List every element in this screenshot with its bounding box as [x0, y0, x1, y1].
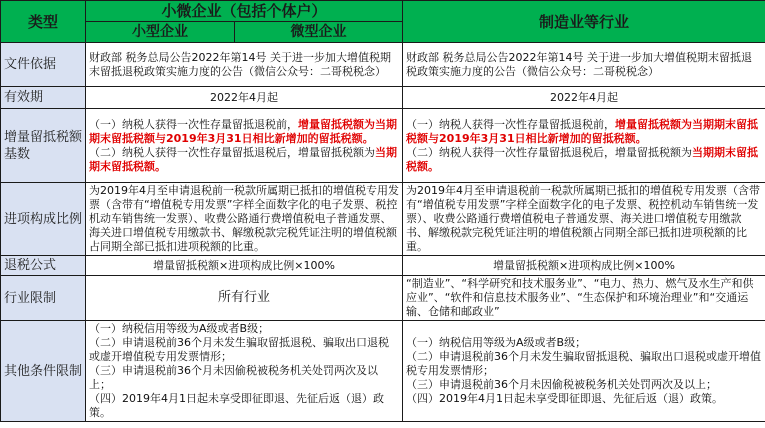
other-small-item: （三）申请退税前36个月未因偷税被税务机关处罚两次及以上；: [89, 364, 378, 391]
other-mfg-item: （四）2019年4月1日起未享受即征即退、先征后返（退）政策。: [406, 392, 724, 405]
valid-label: 有效期: [1, 87, 86, 109]
basis-label: 文件依据: [1, 43, 86, 87]
basis-small-cell: 财政部 税务总局公告2022年第14号 关于进一步加大增值税期末留抵退税政策实施力度的公告（微信公众号：二哥税税念）: [86, 43, 403, 87]
other-mfg-item: （二）申请退税前36个月未发生骗取留抵退税、骗取出口退税或虚开增值税专用发票情形；: [406, 350, 762, 377]
small-enterprise-header: 小型企业: [86, 22, 235, 43]
industry-small-cell: 所有行业: [86, 276, 403, 321]
other-small-cell: [86, 321, 403, 422]
header-row-1: [1, 1, 765, 22]
base-label: 增量留抵税额基数: [1, 109, 86, 183]
base-manufacturing-cell: [403, 109, 765, 183]
formula-label: 退税公式: [1, 256, 86, 276]
base-small-cell: [86, 109, 403, 183]
valid-row: [1, 87, 765, 109]
micro-enterprise-header: 微型企业: [235, 22, 403, 43]
basis-manufacturing-cell: 财政部 税务总局公告2022年第14号 关于进一步加大增值税期末留抵退税政策实施力度的公告（微信公众号：二哥税税念）: [403, 43, 765, 87]
other-small-item: （四）2019年4月1日起未享受即征即退、先征后返（退）政策。: [89, 392, 384, 419]
ratio-label: 进项构成比例: [1, 183, 86, 256]
other-small-item: （一）纳税信用等级为A级或者B级；: [89, 322, 270, 335]
base-mfg-text-1: （一）纳税人获得一次性存量留抵退税前，: [406, 117, 616, 131]
base-mfg-para-1: [406, 118, 762, 146]
base-small-para-1: [89, 118, 399, 146]
other-label: 其他条件限制: [1, 321, 86, 422]
base-mfg-highlight-2: 当期期末留抵税额。: [406, 145, 759, 173]
base-small-para-2: [89, 146, 399, 174]
formula-manufacturing-cell: 增量留抵税额×进项构成比例×100%: [403, 256, 765, 276]
base-small-highlight-2: 当期期末留抵税额。: [89, 145, 397, 173]
formula-small-cell: 增量留抵税额×进项构成比例×100%: [86, 256, 403, 276]
type-header: 类型: [1, 1, 86, 43]
basis-row: [1, 43, 765, 87]
base-small-text-2: （二）纳税人获得一次性存量留抵退税后，增量留抵税额为: [89, 145, 375, 159]
base-small-highlight-1: 增量留抵税额为当期期末留抵税额与2019年3月31日相比新增加的留抵税额。: [89, 117, 397, 145]
other-manufacturing-cell: [403, 321, 765, 422]
ratio-manufacturing-cell: 为2019年4月至申请退税前一税款所属期已抵扣的增值税专用发票（含带有“增值税专用发票”字样全面数字化的电子发票、税控机动车销售统一发票）、收费公路通行费增值税电子普通发票、海关进口增值税专用缴款书、解缴税款完税凭证注明的增值税额占同期全部已抵扣进项税额的比重。: [403, 183, 765, 256]
formula-row: [1, 256, 765, 276]
ratio-row: [1, 183, 765, 256]
base-mfg-highlight-1: 增量留抵税额为当期期末留抵税额与2019年3月31日相比新增加的留抵税额。: [406, 117, 759, 145]
base-mfg-para-2: [406, 146, 762, 174]
other-mfg-item: （一）纳税信用等级为A级或者B级；: [406, 336, 587, 349]
other-mfg-item: （三）申请退税前36个月未因偷税被税务机关处罚两次及以上；: [406, 378, 718, 391]
base-row: [1, 109, 765, 183]
base-small-text-1: （一）纳税人获得一次性存量留抵退税前，: [89, 117, 298, 131]
other-row: [1, 321, 765, 422]
base-mfg-text-2: （二）纳税人获得一次性存量留抵退税后，增量留抵税额为: [406, 145, 693, 159]
small-micro-group-header: 小微企业（包括个体户）: [86, 1, 403, 22]
industry-row: [1, 276, 765, 321]
valid-small-cell: 2022年4月起: [86, 87, 403, 109]
industry-label: 行业限制: [1, 276, 86, 321]
ratio-small-cell: 为2019年4月至申请退税前一税款所属期已抵扣的增值税专用发票（含带有“增值税专用发票”字样全面数字化的电子发票、税控机动车销售统一发票）、收费公路通行费增值税电子普通发票、海关进口增值税专用缴款书、解缴税款完税凭证注明的增值税额占同期全部已抵扣进项税额的比重。: [86, 183, 403, 256]
manufacturing-header: 制造业等行业: [403, 1, 765, 43]
valid-manufacturing-cell: 2022年4月起: [403, 87, 765, 109]
industry-manufacturing-cell: “制造业”、“科学研究和技术服务业”、“电力、热力、燃气及水生产和供应业”、“软件和信息技术服务业”、“生态保护和环境治理业”和“交通运输、仓储和邮政业”: [403, 276, 765, 321]
other-small-item: （二）申请退税前36个月未发生骗取留抵退税、骗取出口退税或虚开增值税专用发票情形；: [89, 336, 389, 363]
